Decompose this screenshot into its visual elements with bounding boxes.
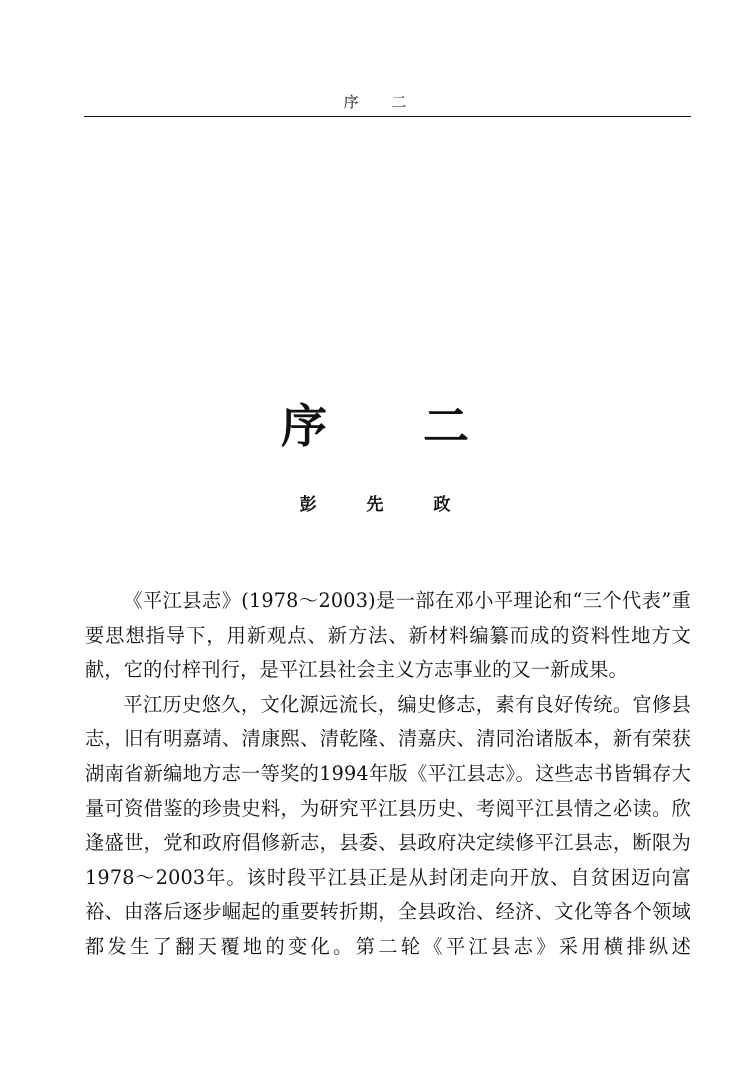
running-head: 序 二 — [343, 93, 421, 111]
body-text — [85, 584, 691, 965]
author-name: 彭 先 政 — [299, 495, 473, 515]
page-title: 序 二 — [280, 399, 509, 453]
paragraph: 平江历史悠久，文化源远流长，编史修志，素有良好传统。官修县志，旧有明嘉靖、清康熙、清乾隆、清嘉庆、清同治诸版本，新有荣获湖南省新编地方志一等奖的1994年版《平江县志》。这些志书皆辑存大量可资借鉴的珍贵史料，为研究平江县历史、考阅平江县情之必读。欣逢盛世，党和政府倡修新志，县委、县政府决定续修平江县志，断限为1978～2003年。该时段平江县正是从封闭走向开放、自贫困迈向富裕、由落后逐步崛起的重要转折期，全县政治、经济、文化等各个领域都发生了翻天覆地的变化。第二轮《平江县志》采用横排纵述 — [85, 692, 691, 958]
header-rule — [84, 116, 691, 117]
paragraph: 《平江县志》(1978～2003)是一部在邓小平理论和“三个代表”重要思想指导下，用新观点、新方法、新材料编纂而成的资料性地方文献，它的付梓刊行，是平江县社会主义方志事业的又一新成果。 — [85, 589, 691, 682]
